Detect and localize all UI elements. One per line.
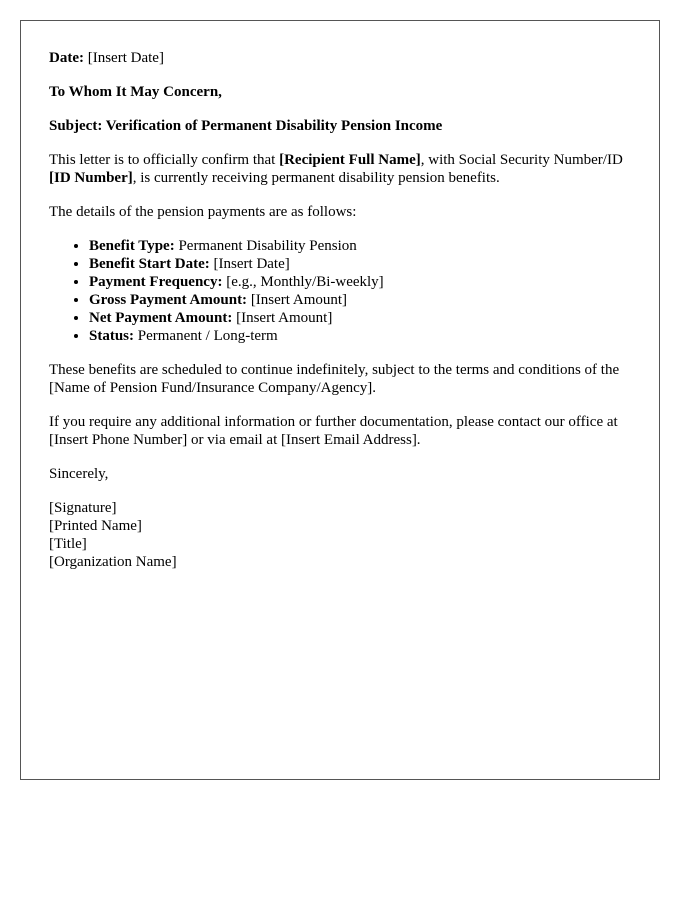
detail-item-start-date (89, 255, 631, 273)
detail-value: [Insert Amount] (232, 310, 333, 326)
signature-line: [Signature] (49, 500, 117, 516)
detail-label: Benefit Type: (89, 238, 175, 254)
detail-value: [Insert Date] (209, 256, 290, 272)
detail-label: Benefit Start Date: (89, 256, 210, 272)
intro-text-3: , is currently receiving permanent disability pension benefits. (132, 170, 500, 186)
detail-value: [e.g., Monthly/Bi-weekly] (222, 274, 384, 290)
detail-label: Gross Payment Amount: (89, 292, 248, 308)
detail-label: Net Payment Amount: (89, 310, 233, 326)
detail-item-gross-amount (89, 291, 631, 309)
detail-value: Permanent Disability Pension (174, 238, 357, 254)
signature-block (49, 499, 631, 571)
detail-value: Permanent / Long-term (134, 328, 278, 344)
date-label: Date: (49, 50, 84, 66)
detail-item-net-amount (89, 309, 631, 327)
organization-name: [Organization Name] (49, 554, 177, 570)
intro-text-2: , with Social Security Number/ID (420, 152, 623, 168)
signer-title: [Title] (49, 536, 87, 552)
continuation-paragraph: These benefits are scheduled to continue indefinitely, subject to the terms and conditions of the [Name of Pension Fund/Insurance Company/Agency]. (49, 362, 620, 396)
id-number: [ID Number] (49, 170, 133, 186)
subject-line: Subject: Verification of Permanent Disability Pension Income (49, 118, 443, 134)
intro-text-1: This letter is to officially confirm that (49, 152, 280, 168)
letter-document (20, 20, 660, 780)
date-value: [Insert Date] (83, 50, 164, 66)
date-line (49, 49, 631, 67)
detail-item-benefit-type (89, 237, 631, 255)
detail-label: Status: (89, 328, 135, 344)
details-intro: The details of the pension payments are as follows: (49, 204, 357, 220)
intro-paragraph (49, 151, 631, 187)
closing: Sincerely, (49, 466, 109, 482)
contact-paragraph: If you require any additional information or further documentation, please contact our office at [Insert Phone Number] or via email at [Insert Email Address]. (49, 414, 618, 448)
detail-label: Payment Frequency: (89, 274, 223, 290)
printed-name: [Printed Name] (49, 518, 142, 534)
salutation: To Whom It May Concern, (49, 84, 222, 100)
recipient-name: [Recipient Full Name] (279, 152, 421, 168)
details-list (49, 237, 631, 345)
detail-value: [Insert Amount] (247, 292, 348, 308)
detail-item-frequency (89, 273, 631, 291)
detail-item-status (89, 327, 631, 345)
